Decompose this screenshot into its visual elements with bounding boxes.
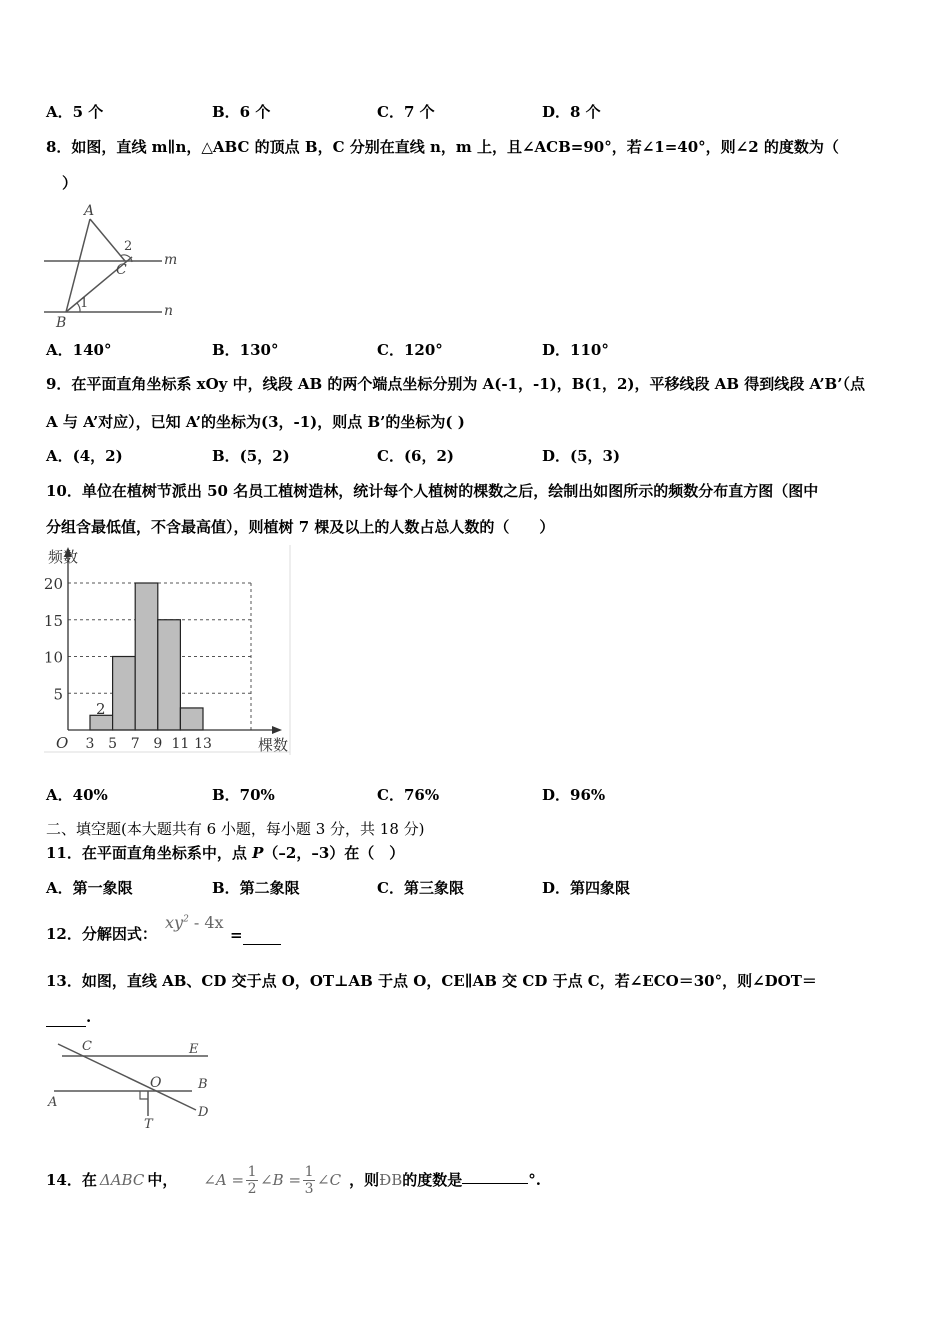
- q13-text-line1: 13．如图，直线 AB、CD 交于点 O，OT⊥AB 于点 O，CE∥AB 交 CD 于点 C，若∠ECO＝30°，则∠DOT＝: [46, 972, 817, 990]
- q13-label-b: B: [198, 1077, 208, 1092]
- q8-label-b: B: [56, 315, 67, 330]
- x-tick-label: 11: [171, 736, 190, 752]
- q8-text-line1: 8．如图，直线 m∥n，△ABC 的顶点 B，C 分别在直线 n，m 上，且∠ACB=90°，若∠1=40°，则∠2 的度数为（: [46, 138, 839, 156]
- q8-label-c: C: [116, 262, 127, 278]
- q10-option-a: A．40%: [46, 786, 108, 804]
- q8-text-line2: ）: [62, 174, 78, 192]
- q13-figure: [44, 1036, 219, 1131]
- y-tick-label: 15: [44, 611, 63, 630]
- q14-text: [46, 1160, 541, 1200]
- q8-option-a: A．140°: [46, 341, 112, 359]
- q13-label-a: A: [48, 1095, 58, 1110]
- x-axis-label: 棵数: [258, 736, 289, 754]
- q11-suffix: （–2，–3）在（ ）: [263, 844, 405, 862]
- q14-frac1-den: 2: [247, 1180, 257, 1197]
- q12-expr-sup: 2: [183, 914, 189, 925]
- histogram-bar-9-11: [158, 620, 181, 730]
- q13-label-o: O: [150, 1075, 162, 1091]
- q9-option-d: D．(5，3): [542, 447, 621, 465]
- q12-text: [46, 924, 157, 944]
- q10-option-d: D．96%: [542, 786, 606, 804]
- q14-prefix: 14．在: [46, 1171, 97, 1189]
- q14-end: °.: [528, 1171, 541, 1189]
- q7-option-b: B．6 个: [212, 103, 271, 121]
- q11-point: P: [252, 844, 264, 862]
- q10-option-b: B．70%: [212, 786, 275, 804]
- q9-option-a: A．(4，2): [46, 447, 123, 465]
- y-tick-label: 10: [44, 648, 63, 667]
- q11-option-c: C．第三象限: [377, 879, 464, 897]
- q14-angle-a: ∠A =: [203, 1171, 245, 1189]
- q14-mid: 中，: [147, 1171, 178, 1189]
- q14-frac2-den: 3: [304, 1180, 314, 1197]
- q12-expr-rest: - 4x: [188, 913, 224, 932]
- q13-period: .: [86, 1008, 92, 1026]
- q13-label-t: T: [144, 1117, 153, 1131]
- q8-label-a: A: [84, 203, 95, 219]
- q7-option-a: A．5 个: [46, 103, 104, 121]
- q13-label-c: C: [82, 1039, 92, 1054]
- q14-frac1-num: 1: [247, 1163, 257, 1180]
- q14-then: ，则: [349, 1171, 380, 1189]
- q7-option-c: C．7 个: [377, 103, 435, 121]
- histogram-bar-7-9: [135, 583, 158, 730]
- q13-text-line2: [46, 1007, 91, 1027]
- q7-option-d: D．8 个: [542, 103, 601, 121]
- q13-label-e: E: [189, 1042, 199, 1057]
- q9-text-line1: 9．在平面直角坐标系 xOy 中，线段 AB 的两个端点坐标分别为 A(-1，-1)，B(1，2)，平移线段 AB 得到线段 A’B’（点: [46, 375, 865, 393]
- histogram-bar-11-13: [180, 708, 203, 730]
- q14-frac1: [246, 1164, 258, 1197]
- bar-annotation: 2: [96, 700, 106, 718]
- q8-label-one: 1: [80, 296, 89, 311]
- q10-histogram: [44, 545, 294, 755]
- q14-angle-b: ∠B =: [260, 1171, 302, 1189]
- x-tick-label: 5: [108, 736, 118, 752]
- q9-text-line2: A 与 A’对应），已知 A’的坐标为(3，-1)，则点 B’的坐标为( ): [46, 413, 465, 431]
- q11-text: [46, 843, 404, 863]
- x-tick-label: 13: [194, 736, 212, 752]
- q14-suffix: 的度数是: [402, 1171, 463, 1189]
- q12-expr-xy: xy: [165, 913, 184, 932]
- q14-angle-c: ∠C: [317, 1171, 342, 1189]
- q10-text-line2: 分组含最低值，不含最高值），则植树 7 棵及以上的人数占总人数的（ ）: [46, 518, 555, 536]
- q9-option-b: B．(5，2): [212, 447, 290, 465]
- q8-label-m: m: [164, 252, 178, 268]
- q14-then-b: ÐB: [379, 1171, 403, 1189]
- q8-option-d: D．110°: [542, 341, 609, 359]
- q12-equals: [230, 925, 281, 945]
- q12-answer-blank[interactable]: [243, 928, 281, 945]
- q13-label-d: D: [198, 1105, 209, 1120]
- section-heading: 二、填空题(本大题共有 6 小题，每小题 3 分，共 18 分): [46, 820, 425, 838]
- q12-equals-sign: =: [230, 926, 243, 944]
- q12-prefix: 12．分解因式：: [46, 925, 157, 943]
- x-tick-label: 3: [85, 736, 95, 752]
- q9-option-c: C．(6，2): [377, 447, 455, 465]
- q14-triangle: ΔABC: [99, 1171, 145, 1189]
- q10-text-line1: 10．单位在植树节派出 50 名员工植树造林，统计每个人植树的棵数之后，绘制出如图所示的频数分布直方图（图中: [46, 482, 819, 500]
- q10-option-c: C．76%: [377, 786, 440, 804]
- y-axis-label: 频数: [48, 548, 79, 566]
- y-tick-label: 5: [53, 685, 63, 704]
- q13-answer-blank[interactable]: [46, 1010, 86, 1027]
- q12-expression: [165, 913, 224, 932]
- origin-label: O: [56, 734, 69, 752]
- q11-option-b: B．第二象限: [212, 879, 300, 897]
- q14-answer-blank[interactable]: [462, 1167, 528, 1184]
- q11-option-a: A．第一象限: [46, 879, 133, 897]
- q8-figure: [44, 200, 184, 330]
- q8-label-two: 2: [124, 239, 133, 254]
- q8-label-n: n: [164, 303, 174, 319]
- q14-frac2: [303, 1164, 315, 1197]
- x-tick-label: 7: [130, 736, 140, 752]
- q11-prefix: 11．在平面直角坐标系中，点: [46, 844, 253, 862]
- q8-option-c: C．120°: [377, 341, 443, 359]
- y-tick-label: 20: [44, 575, 63, 593]
- x-axis-arrow: [272, 726, 282, 734]
- x-tick-label: 9: [153, 736, 163, 752]
- q14-frac2-num: 1: [304, 1163, 314, 1180]
- q11-option-d: D．第四象限: [542, 879, 631, 897]
- histogram-bar-5-7: [113, 657, 136, 731]
- q8-option-b: B．130°: [212, 341, 279, 359]
